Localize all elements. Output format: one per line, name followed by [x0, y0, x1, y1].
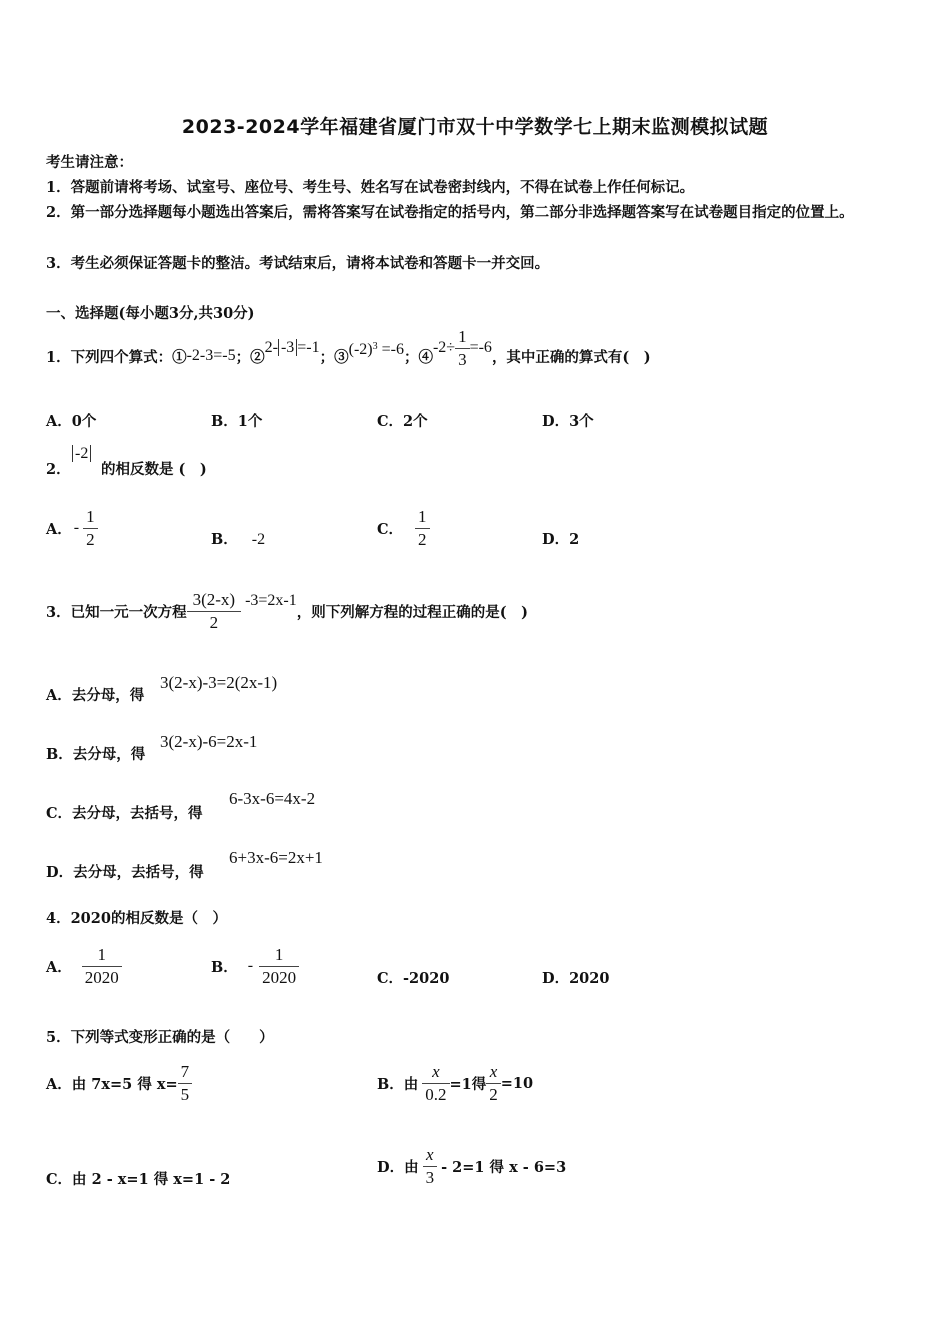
q5-b-num-1: x — [422, 1061, 449, 1084]
section-heading: 一、选择题(每小题3分,共30分) — [46, 305, 255, 322]
q4-a-num: 1 — [82, 944, 122, 967]
q2-a-num: 1 — [83, 506, 98, 529]
q1-expr-4a: -2÷ — [432, 339, 456, 356]
q2-a-sign: - — [73, 519, 80, 536]
q1-expr-4-frac — [455, 326, 470, 371]
notice-item-2: 2．第一部分选择题每小题选出答案后，需将答案写在试卷指定的括号内，第二部分非选择题答案写在试卷题目指定的位置上。 — [46, 204, 854, 221]
q1-expr-4 — [433, 326, 492, 371]
q3-rhs: -3=2x-1 — [245, 592, 297, 609]
q4-option-d: D．2020 — [542, 970, 610, 987]
q5-d-den: 3 — [425, 1167, 435, 1187]
q5-d-num: x — [423, 1144, 438, 1167]
q5-b-frac-1 — [422, 1061, 449, 1106]
q2-option-b — [211, 528, 265, 549]
q5-b-den-2: 2 — [489, 1084, 498, 1104]
q3-option-a-expr: 3(2-x)-3=2(2x-1) — [160, 673, 278, 692]
q1-suffix: ，其中正确的算式有( ) — [491, 348, 651, 366]
q2-option-d: D．2 — [542, 531, 580, 548]
q4-a-frac — [82, 944, 122, 989]
q4-b-label: B． — [211, 958, 238, 976]
q4-a-label: A． — [46, 958, 72, 976]
q2-b-value: -2 — [251, 531, 266, 548]
q3-option-b: B．去分母，得 — [46, 746, 146, 763]
q3-option-a: A．去分母，得 — [46, 687, 145, 704]
q1-sep-1: ；② — [235, 348, 265, 366]
q1-option-a: A．0个 — [46, 413, 97, 430]
question-5: 5．下列等式变形正确的是（ ） — [46, 1029, 274, 1046]
q2-c-frac — [415, 506, 430, 551]
q3-prefix: 3．已知一元一次方程 — [46, 603, 187, 621]
q3-option-c-expr: 6-3x-6=4x-2 — [229, 789, 316, 808]
question-3 — [46, 587, 528, 635]
q5-b-mid: =1得 — [449, 1075, 487, 1093]
q1-option-b: B．1个 — [211, 413, 263, 430]
q2-a-den: 2 — [86, 529, 95, 549]
q1-expr-3-rhs: =-6 — [381, 341, 404, 358]
q5-option-b — [377, 1060, 533, 1106]
q1-expr-2b: =-1 — [297, 339, 320, 356]
q5-a-pre: A．由 7x=5 得 x= — [46, 1075, 178, 1093]
q5-b-pre: B．由 — [377, 1075, 419, 1093]
q3-frac-num: 3(2-x) — [187, 589, 241, 612]
q5-option-d — [377, 1143, 566, 1189]
q1-expr-3-base: (-2) — [348, 341, 373, 358]
q1-sep-2: ；③ — [319, 348, 349, 366]
q4-b-frac — [259, 944, 299, 989]
q1-expr-2a: 2- — [264, 339, 278, 356]
q4-b-sign: - — [247, 957, 254, 974]
q3-frac — [187, 589, 241, 634]
q2-number: 2． — [46, 461, 71, 478]
q1-expr-3-exp: 3 — [372, 341, 378, 352]
notice-heading: 考生请注意： — [46, 154, 133, 171]
q5-d-frac — [423, 1144, 438, 1189]
q1-expr-4b: =-6 — [469, 339, 492, 356]
q1-expr-1: -2-3=-5 — [186, 347, 236, 364]
q5-b-post: =10 — [500, 1074, 534, 1092]
q4-option-b — [211, 943, 299, 989]
question-4: 4．2020的相反数是（ ） — [46, 910, 227, 927]
q2-c-num: 1 — [415, 506, 430, 529]
q1-option-c: C．2个 — [377, 413, 428, 430]
q1-option-d: D．3个 — [542, 413, 594, 430]
q4-a-den: 2020 — [84, 967, 119, 987]
q1-sep-3: ；④ — [403, 348, 433, 366]
page-title: 2023-2024学年福建省厦门市双十中学数学七上期末监测模拟试题 — [181, 116, 769, 138]
q2-option-c — [377, 505, 430, 551]
q2-c-label: C． — [377, 520, 404, 538]
q1-expr-2-abs: -3 — [278, 339, 297, 356]
q2-a-frac — [83, 506, 98, 551]
q5-b-num-2: x — [486, 1061, 501, 1084]
q2-c-den: 2 — [418, 529, 427, 549]
q3-option-c: C．去分母，去括号，得 — [46, 805, 203, 822]
q1-prefix: 1．下列四个算式：① — [46, 348, 187, 366]
q2-text: 的相反数是 ( ) — [101, 461, 207, 478]
q4-b-den: 2020 — [262, 967, 297, 987]
notice-item-3: 3．考生必须保证答题卡的整洁。考试结束后，请将本试卷和答题卡一并交回。 — [46, 255, 550, 272]
q3-option-d: D．去分母，去括号，得 — [46, 864, 204, 881]
q2-b-label: B． — [211, 531, 238, 548]
q4-option-c: C．-2020 — [377, 970, 450, 987]
q2-a-label: A． — [46, 520, 72, 538]
q5-a-den: 5 — [180, 1084, 190, 1104]
q2-abs-value — [72, 445, 91, 463]
q5-d-pre: D．由 — [377, 1158, 419, 1176]
q5-d-post: - 2=1 得 x - 6=3 — [441, 1158, 567, 1176]
q1-expr-3 — [349, 341, 404, 359]
question-1 — [46, 326, 651, 381]
q4-option-a — [46, 943, 122, 989]
q3-frac-den: 2 — [209, 612, 219, 632]
q3-suffix: ，则下列解方程的过程正确的是( ) — [296, 603, 528, 621]
notice-item-1: 1．答题前请将考场、试室号、座位号、考生号、姓名写在试卷密封线内，不得在试卷上作任何标记。 — [46, 179, 695, 196]
q2-abs: -2 — [72, 445, 91, 462]
q5-a-frac — [178, 1061, 193, 1106]
q5-b-den-1: 0.2 — [425, 1084, 447, 1104]
q5-option-c: C．由 2 - x=1 得 x=1 - 2 — [46, 1171, 231, 1188]
q3-option-d-expr: 6+3x-6=2x+1 — [229, 848, 323, 867]
q5-b-frac-2 — [486, 1061, 501, 1106]
q3-option-b-expr: 3(2-x)-6=2x-1 — [160, 732, 258, 751]
q4-b-num: 1 — [259, 944, 299, 967]
q1-expr-2 — [265, 339, 320, 357]
q1-frac-num: 1 — [455, 326, 470, 349]
q5-a-num: 7 — [178, 1061, 193, 1084]
q1-frac-den: 3 — [458, 349, 467, 369]
q5-option-a — [46, 1060, 192, 1106]
q2-option-a — [46, 505, 98, 551]
